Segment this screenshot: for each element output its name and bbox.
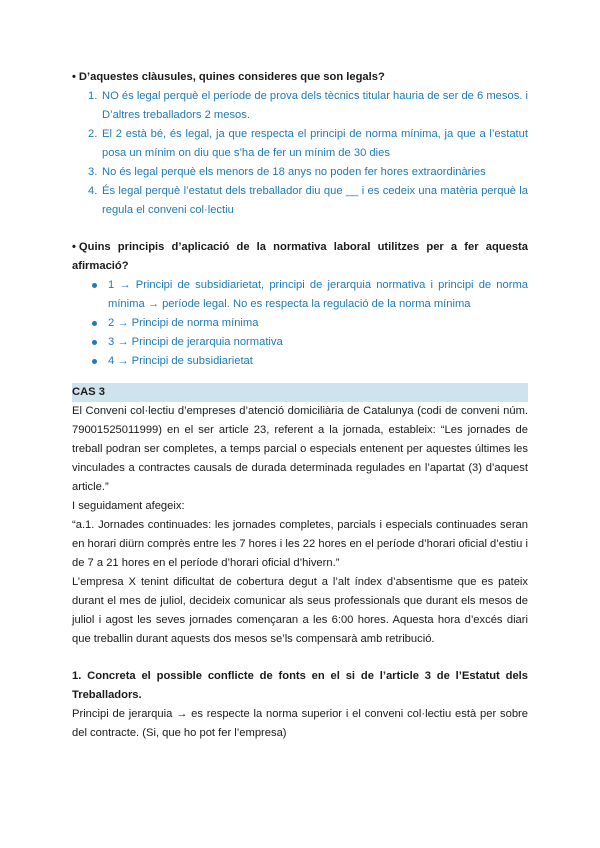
bullet-icon: • — [72, 71, 76, 83]
case-3-quote: “a.1. Jornades continuades: les jornades completes, parcials i especials continuades seran en horari diürn comprès entre les 7 hores i les 22 hores en el període d’horari oficial d’estiu i de 7 a 21 hores en el període d’horari oficial d’hivern.” — [72, 519, 528, 569]
bullet-icon — [92, 340, 97, 345]
list-item: 3. No és legal perquè els menors de 18 anys no poden fer hores extraordinàries — [88, 166, 486, 178]
case-3-paragraph: El Conveni col·lectiu d’empreses d’atenció domiciliària de Catalunya (codi de conveni núm. 79001525011999) en el ser article 23, referent a la jornada, estableix: “Les jornades de treball podran ser completes, a temps parcial o especials entenent per aquestes últimes les vinculades a contractes causals de durada determinada regulades en l’apartat (3) d’aquest article.” — [72, 405, 528, 493]
bullet-icon — [92, 359, 97, 364]
list-item: 4 → Principi de subsidiarietat — [72, 352, 528, 371]
case-3-heading: CAS 3 — [72, 383, 528, 402]
list-item: 1 → Principi de subsidiarietat, principi de jerarquia normativa i principi de norma mínima → període legal. No es respecta la regulació de la norma mínima — [72, 276, 528, 314]
list-item: 2. El 2 està bé, és legal, ja que respecta el principi de norma mínima, ja que a l’estatut posa un mínim on diu que s’ha de fer un mínim de 30 dies — [88, 128, 528, 159]
question-principles — [72, 238, 528, 276]
clauses-answer-list — [72, 87, 528, 220]
question-conflict: 1. Concreta el possible conflicte de fonts en el si de l’article 3 de l’Estatut dels Treballadors. — [72, 670, 528, 701]
case-3-paragraph: L’empresa X tenint dificultat de cobertura degut a l’alt índex d’absentisme que es pateix durant el mes de juliol, decideix comunicar als seus professionals que durant els mesos de juliol i agost les seves jornades començaran a les 6:00 hores. Aquesta hora d’excés diari que treballin durant aquests dos mesos se’ls compensarà amb retribució. — [72, 576, 528, 645]
question-clauses — [72, 68, 528, 87]
list-item: 4. És legal perquè l’estatut dels treballador diu que __ i es cedeix una matèria perquè la regula el conveni col·lectiu — [88, 185, 528, 216]
answer-text: NO és legal perquè el període de prova dels tècnics titular hauria de ser de 6 mesos. i D’altres treballadors 2 mesos. — [102, 90, 528, 121]
answer-text: El 2 està bé, és legal, ja que respecta el principi de norma mínima, ja que a l’estatut posa un mínim on diu que s’ha de fer un mínim de 30 dies — [102, 128, 528, 159]
list-item: 2 → Principi de norma mínima — [72, 314, 528, 333]
bullet-icon — [92, 283, 97, 288]
question-principles-text: Quins principis d’aplicació de la normativa laboral utilitzes per a fer aquesta afirmació? — [72, 241, 528, 272]
document-page — [72, 68, 528, 743]
question-conflict-answer: Principi de jerarquia → es respecte la norma superior i el conveni col·lectiu està per sobre del contracte. (Si, que ho pot fer l’empresa) — [72, 708, 528, 739]
bullet-icon — [92, 321, 97, 326]
principles-answer-list — [72, 276, 528, 371]
question-clauses-text: D’aquestes clàusules, quines consideres que son legals? — [78, 71, 385, 83]
answer-text: És legal perquè l’estatut dels treballador diu que __ i es cedeix una matèria perquè la regula el conveni col·lectiu — [102, 185, 528, 216]
bullet-icon: • — [72, 241, 76, 253]
answer-text: No és legal perquè els menors de 18 anys no poden fer hores extraordinàries — [102, 166, 486, 178]
list-item: 1. NO és legal perquè el període de prova dels tècnics titular hauria de ser de 6 mesos. i D’altres treballadors 2 mesos. — [88, 90, 528, 121]
list-item: 3 → Principi de jerarquia normativa — [72, 333, 528, 352]
case-3-paragraph: I seguidament afegeix: — [72, 500, 185, 512]
